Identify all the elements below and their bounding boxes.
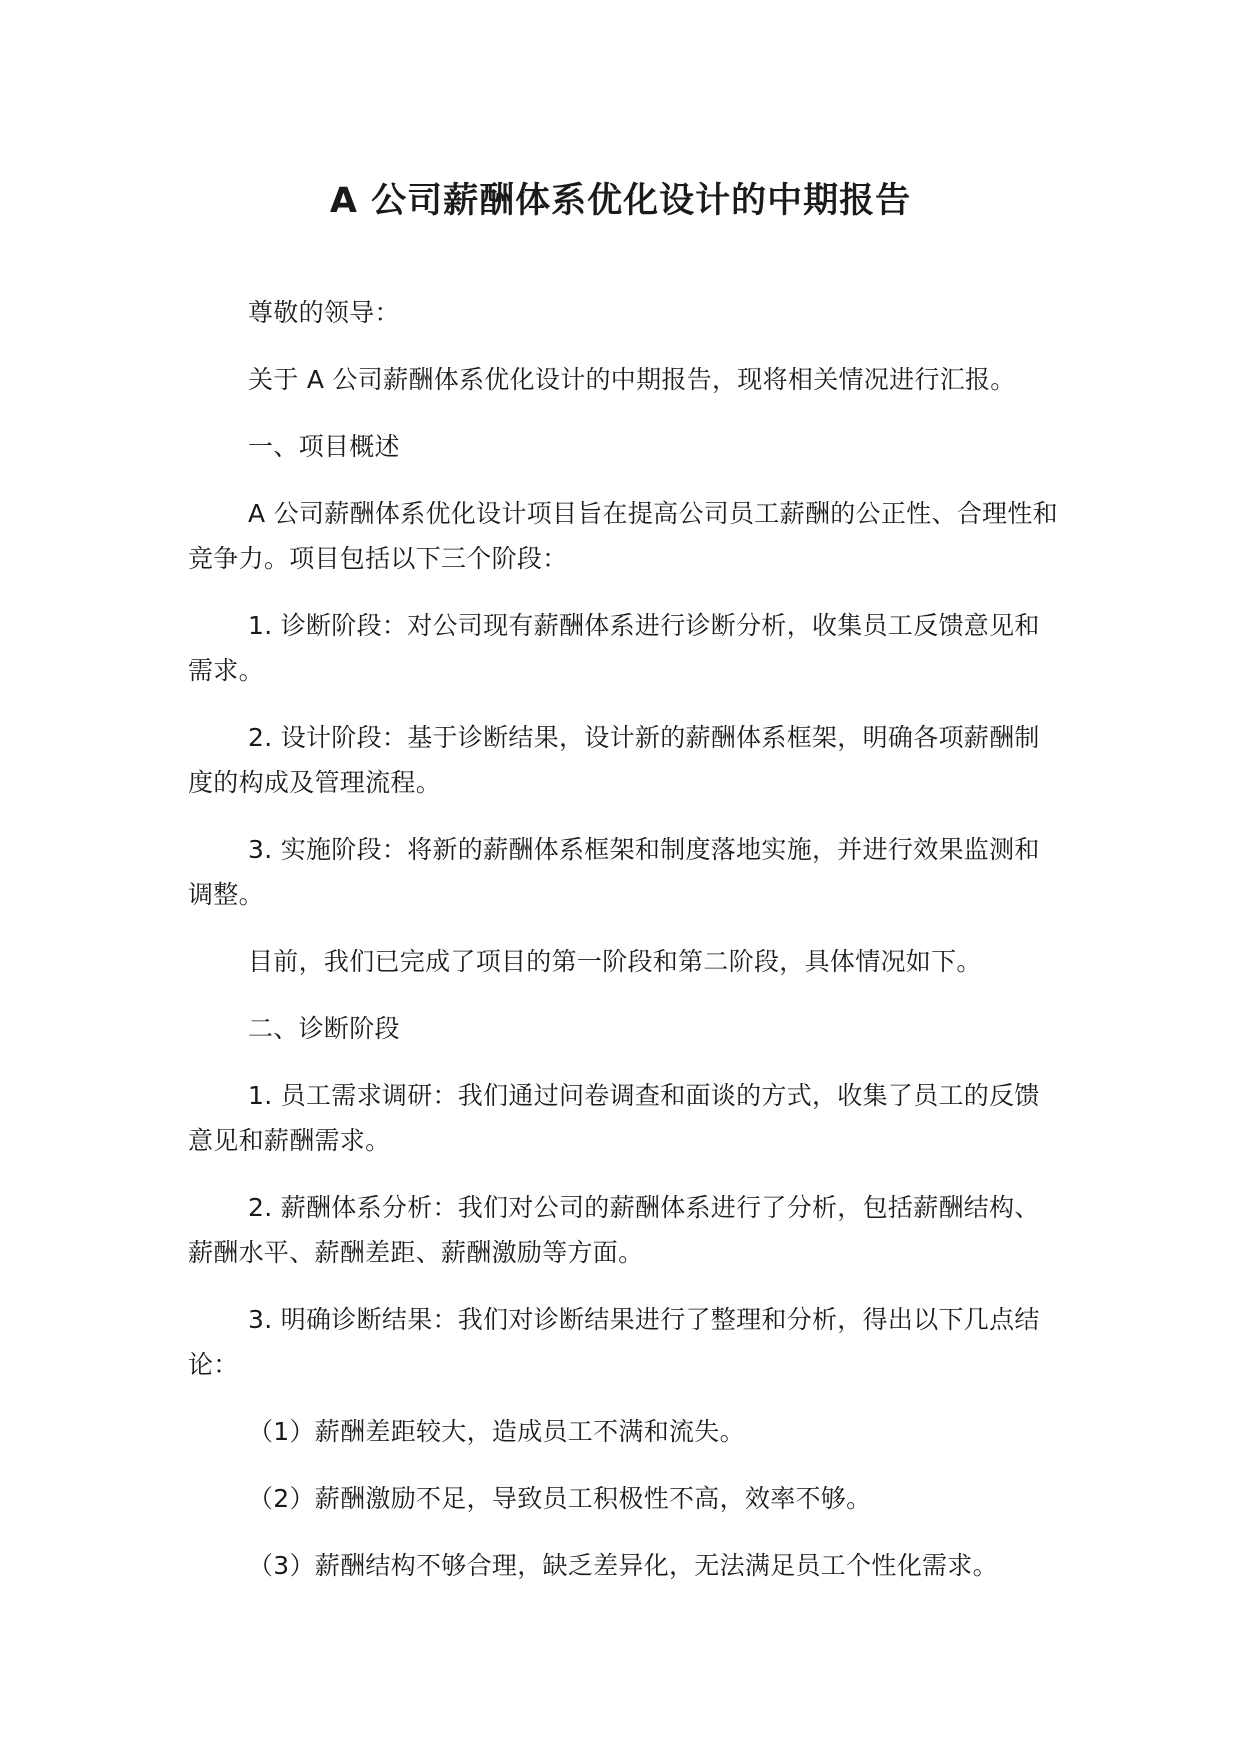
progress-paragraph: 目前，我们已完成了项目的第一阶段和第二阶段，具体情况如下。: [248, 947, 982, 976]
intro-paragraph: 关于 A 公司薪酬体系优化设计的中期报告，现将相关情况进行汇报。: [248, 365, 1016, 394]
conclusion-item: （3）薪酬结构不够合理，缺乏差异化，无法满足员工个性化需求。: [248, 1551, 998, 1580]
document-title: A 公司薪酬体系优化设计的中期报告: [329, 181, 912, 221]
conclusion-item: （1）薪酬差距较大，造成员工不满和流失。: [248, 1417, 745, 1446]
list-item: 3. 实施阶段：将新的薪酬体系框架和制度落地实施，并进行效果监测和调整。: [188, 835, 1040, 909]
section-heading-overview: 一、项目概述: [248, 432, 400, 461]
list-item: 2. 设计阶段：基于诊断结果，设计新的薪酬体系框架，明确各项薪酬制度的构成及管理流程。: [188, 723, 1040, 797]
list-item: 3. 明确诊断结果：我们对诊断结果进行了整理和分析，得出以下几点结论：: [188, 1305, 1040, 1379]
conclusion-item: （2）薪酬激励不足，导致员工积极性不高，效率不够。: [248, 1484, 872, 1513]
document-body: [188, 290, 1058, 1610]
list-item: 2. 薪酬体系分析：我们对公司的薪酬体系进行了分析，包括薪酬结构、薪酬水平、薪酬差距、薪酬激励等方面。: [188, 1193, 1040, 1267]
list-item: 1. 员工需求调研：我们通过问卷调查和面谈的方式，收集了员工的反馈意见和薪酬需求。: [188, 1081, 1040, 1155]
overview-paragraph: A 公司薪酬体系优化设计项目旨在提高公司员工薪酬的公正性、合理性和竞争力。项目包括以下三个阶段：: [188, 499, 1058, 573]
section-heading-diagnosis: 二、诊断阶段: [248, 1014, 400, 1043]
salutation: 尊敬的领导：: [248, 298, 400, 327]
list-item: 1. 诊断阶段：对公司现有薪酬体系进行诊断分析，收集员工反馈意见和需求。: [188, 611, 1040, 685]
